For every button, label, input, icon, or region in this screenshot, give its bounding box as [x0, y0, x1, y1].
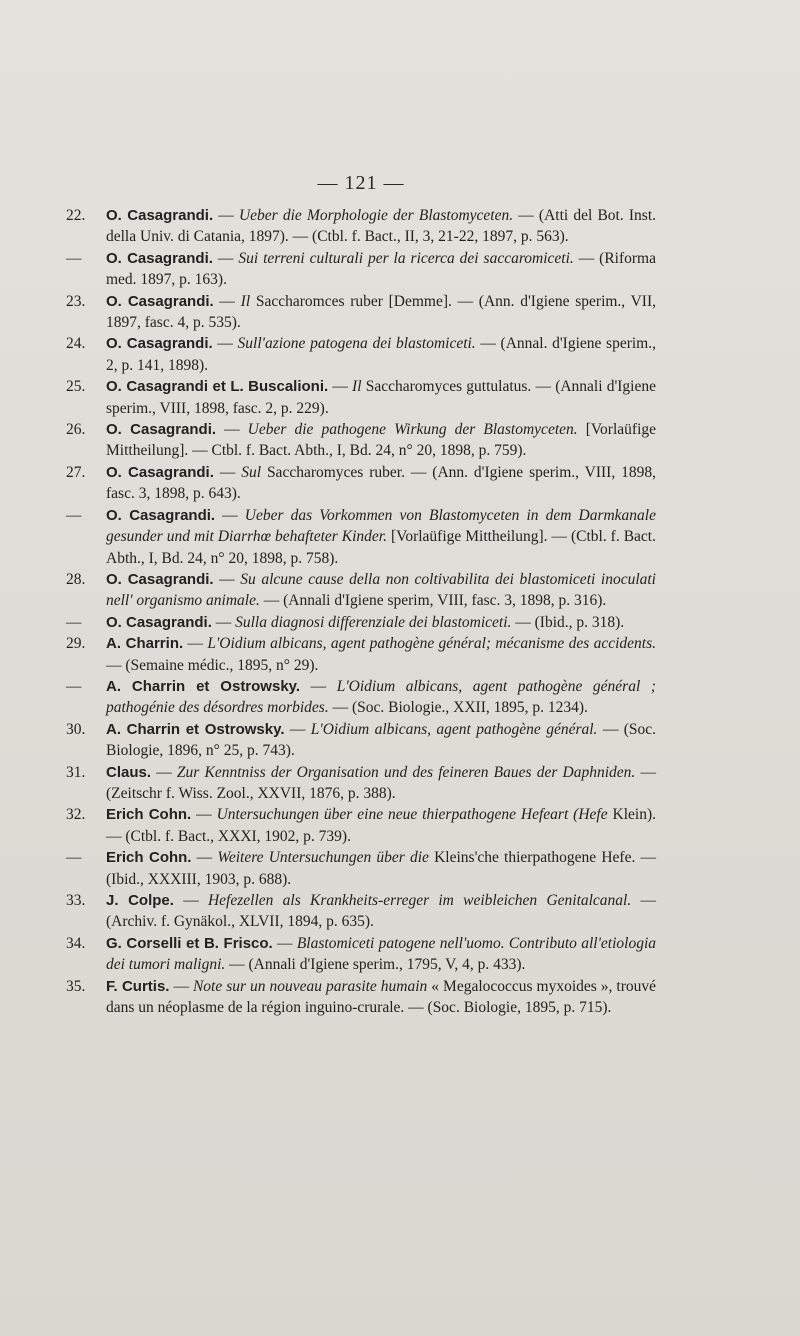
entry-separator: —: [183, 635, 208, 653]
entry-separator: —: [151, 763, 177, 781]
entry-title: Untersuchungen über eine neue thierpathogene Hefeart (Hefe: [216, 806, 608, 824]
entry-separator: —: [211, 613, 236, 631]
entry-title: Note sur un nouveau parasite humain: [192, 977, 428, 995]
entry-reference: « Megalococcus myxoides », trouvé dans un néoplasme de la région inguino-crurale. — (Soc. Biologie, 1895, p. 715).: [106, 977, 657, 1017]
entry-separator: —: [328, 378, 353, 396]
entry-reference: Saccharomyces ruber. — (Ann. d'Igiene sperim., VIII, 1898, fasc. 3, 1898, p. 643).: [106, 463, 656, 503]
entry-author: A. Charrin et Ostrowsky.: [106, 720, 285, 738]
entry-reference: [Vorlaüfige Mittheilung]. — Ctbl. f. Bact. Abth., I, Bd. 24, n° 20, 1898, p. 759).: [106, 421, 656, 460]
entry-author: O. Casagrandi.: [106, 421, 217, 439]
entry-author: O. Casagrandi.: [106, 506, 216, 524]
entry-number: —: [66, 249, 82, 267]
entry-title: Il: [352, 378, 362, 396]
entry-reference: — (Zeitschr f. Wiss. Zool., XXVII, 1876, p. 388).: [106, 763, 656, 802]
entry-number: 32.: [66, 806, 86, 824]
entry-reference: — (Atti del Bot. Inst. della Univ. di Catania, 1897). — (Ctbl. f. Bact., II, 3, 21-22, 1897, p. 563).: [106, 207, 657, 246]
entry-number: 27.: [66, 463, 86, 481]
entry-number: 25.: [66, 378, 86, 396]
entry-number: 29.: [66, 635, 86, 653]
entry-title: Il: [240, 292, 251, 310]
entry-title: Ueber die Morphologie der Blastomyceten.: [238, 207, 514, 224]
bibliography-entry: [66, 505, 656, 569]
bibliography-entry: [66, 612, 656, 633]
entry-number: 30.: [66, 720, 86, 738]
entry-reference: — (Annali d'Igiene sperim, VIII, fasc. 3, 1898, p. 316).: [259, 592, 607, 610]
page-number: — 121 —: [317, 172, 405, 194]
entry-reference: — (Riforma med. 1897, p. 163).: [106, 249, 656, 289]
entry-reference: — (Soc. Biologie., XXII, 1895, p. 1234).: [328, 699, 588, 717]
entry-reference: — (Annali d'Igiene sperim., 1795, V, 4, p. 433).: [225, 956, 526, 974]
entry-separator: —: [169, 977, 193, 995]
entry-author: G. Corselli et B. Frisco.: [106, 934, 273, 952]
bibliography-entry: [66, 633, 656, 676]
entry-number: 26.: [66, 421, 86, 439]
entry-separator: —: [173, 892, 208, 909]
entry-author: O. Casagrandi.: [106, 249, 213, 267]
bibliography-entry: [66, 762, 656, 805]
entry-author: O. Casagrandi.: [106, 292, 214, 310]
entry-separator: —: [272, 934, 297, 952]
bibliography-entry: [66, 569, 656, 612]
entry-separator: —: [212, 335, 238, 353]
entry-author: A. Charrin et Ostrowsky.: [106, 677, 301, 695]
entry-reference: — (Archiv. f. Gynäkol., XLVII, 1894, p. 635).: [106, 892, 657, 931]
entry-title: L'Oidium albicans, agent pathogène général; mécanisme des accidents.: [207, 635, 657, 653]
bibliography-entry: [66, 933, 656, 976]
entry-reference: Saccharomyces guttulatus. — (Annali d'Igiene sperim., VIII, 1898, fasc. 2, p. 229).: [106, 378, 657, 417]
entry-reference: Klein). — (Ctbl. f. Bact., XXXI, 1902, p. 739).: [106, 806, 656, 845]
bibliography-entry: [66, 248, 656, 291]
entry-author: O. Casagrandi.: [106, 207, 214, 224]
entry-title: Sull'azione patogena dei blastomiceti.: [237, 335, 476, 353]
entry-reference: Kleins'che thierpathogene Hefe. — (Ibid., XXXIII, 1903, p. 688).: [106, 849, 657, 888]
entry-author: O. Casagrandi.: [106, 570, 214, 588]
entry-title: Ueber die pathogene Wirkung der Blastomyceten.: [247, 421, 578, 439]
entry-separator: —: [216, 421, 248, 439]
entry-author: F. Curtis.: [106, 977, 170, 995]
entry-author: O. Casagrandi.: [106, 463, 214, 481]
entry-number: 28.: [66, 570, 86, 588]
entry-author: Erich Cohn.: [106, 849, 192, 867]
entry-separator: —: [213, 463, 242, 481]
entry-number: 31.: [66, 763, 86, 781]
entry-reference: — (Annal. d'Igiene sperim., 2, p. 141, 1898).: [106, 335, 656, 374]
bibliography-entry: [66, 291, 656, 334]
entry-reference: [Vorlaüfige Mittheilung]. — (Ctbl. f. Bact. Abth., I, Bd. 24, n° 20, 1898, p. 758).: [106, 528, 656, 567]
entry-number: 35.: [66, 977, 86, 995]
entry-author: Erich Cohn.: [106, 806, 192, 824]
entry-number: —: [66, 677, 82, 695]
entry-author: O. Casagrandi.: [106, 335, 213, 353]
entry-separator: —: [213, 207, 239, 224]
entry-separator: —: [191, 849, 218, 867]
bibliography-entry: [66, 890, 656, 933]
bibliography-list: [66, 205, 656, 1018]
bibliography-entry: [66, 676, 656, 719]
entry-author: O. Casagrandi et L. Buscalioni.: [106, 378, 329, 396]
entry-number: —: [66, 506, 82, 524]
entry-title: Weitere Untersuchungen über die: [217, 849, 429, 867]
bibliography-entry: [66, 804, 656, 847]
entry-title: Zur Kenntniss der Organisation und des feineren Baues der Daphniden.: [176, 763, 636, 781]
entry-reference: Saccharomces ruber [Demme]. — (Ann. d'Igiene sperim., VII, 1897, fasc. 4, p. 535).: [106, 292, 657, 332]
entry-title: Sulla diagnosi differenziale dei blastomiceti.: [235, 613, 512, 631]
entry-title: Sul: [241, 463, 262, 481]
entry-reference: — (Soc. Biologie, 1896, n° 25, p. 743).: [106, 720, 657, 760]
entry-title: Su alcune cause della non coltivabilita dei blastomiceti inoculati nell' organismo animale.: [106, 570, 656, 610]
entry-title: Sui terreni culturali per la ricerca dei saccaromiceti.: [238, 249, 574, 267]
entry-title: L'Oidium albicans, agent pathogène général.: [310, 720, 598, 738]
entry-separator: —: [212, 249, 239, 267]
entry-title: Hefezellen als Krankheits-erreger im weibleichen Genitalcanal.: [207, 892, 632, 909]
bibliography-entry: [66, 419, 656, 462]
bibliography-entry: [66, 847, 656, 890]
entry-reference: — (Ibid., p. 318).: [511, 613, 625, 631]
bibliography-entry: [66, 462, 656, 505]
entry-author: J. Colpe.: [106, 892, 174, 909]
entry-reference: — (Semaine médic., 1895, n° 29).: [106, 656, 319, 674]
entry-author: A. Charrin.: [106, 635, 184, 653]
bibliography-entry: [66, 333, 656, 376]
entry-title: Ueber das Vorkommen von Blastomyceten in dem Darmkanale gesunder und mit Diarrhœ behafteter Kinder.: [106, 506, 656, 546]
bibliography-entry: [66, 719, 656, 762]
entry-number: 23.: [66, 292, 86, 310]
entry-number: 33.: [66, 892, 86, 909]
entry-number: 24.: [66, 335, 86, 353]
entry-separator: —: [215, 506, 245, 524]
entry-separator: —: [191, 806, 217, 824]
bibliography-entry: [66, 976, 656, 1019]
entry-number: 34.: [66, 934, 86, 952]
entry-author: O. Casagrandi.: [106, 613, 212, 631]
entry-number: —: [66, 849, 82, 867]
entry-separator: —: [300, 677, 337, 695]
entry-separator: —: [284, 720, 311, 738]
entry-separator: —: [213, 292, 241, 310]
entry-number: —: [66, 613, 82, 631]
entry-separator: —: [213, 570, 241, 588]
entry-author: Claus.: [106, 763, 152, 781]
entry-number: 22.: [66, 207, 86, 224]
entry-title: L'Oidium albicans, agent pathogène général ; pathogénie des désordres morbides.: [106, 677, 656, 717]
bibliography-entry: [66, 376, 656, 419]
entry-title: Blastomiceti patogene nell'uomo. Contributo all'etiologia dei tumori maligni.: [106, 934, 657, 974]
bibliography-entry: [66, 205, 656, 248]
